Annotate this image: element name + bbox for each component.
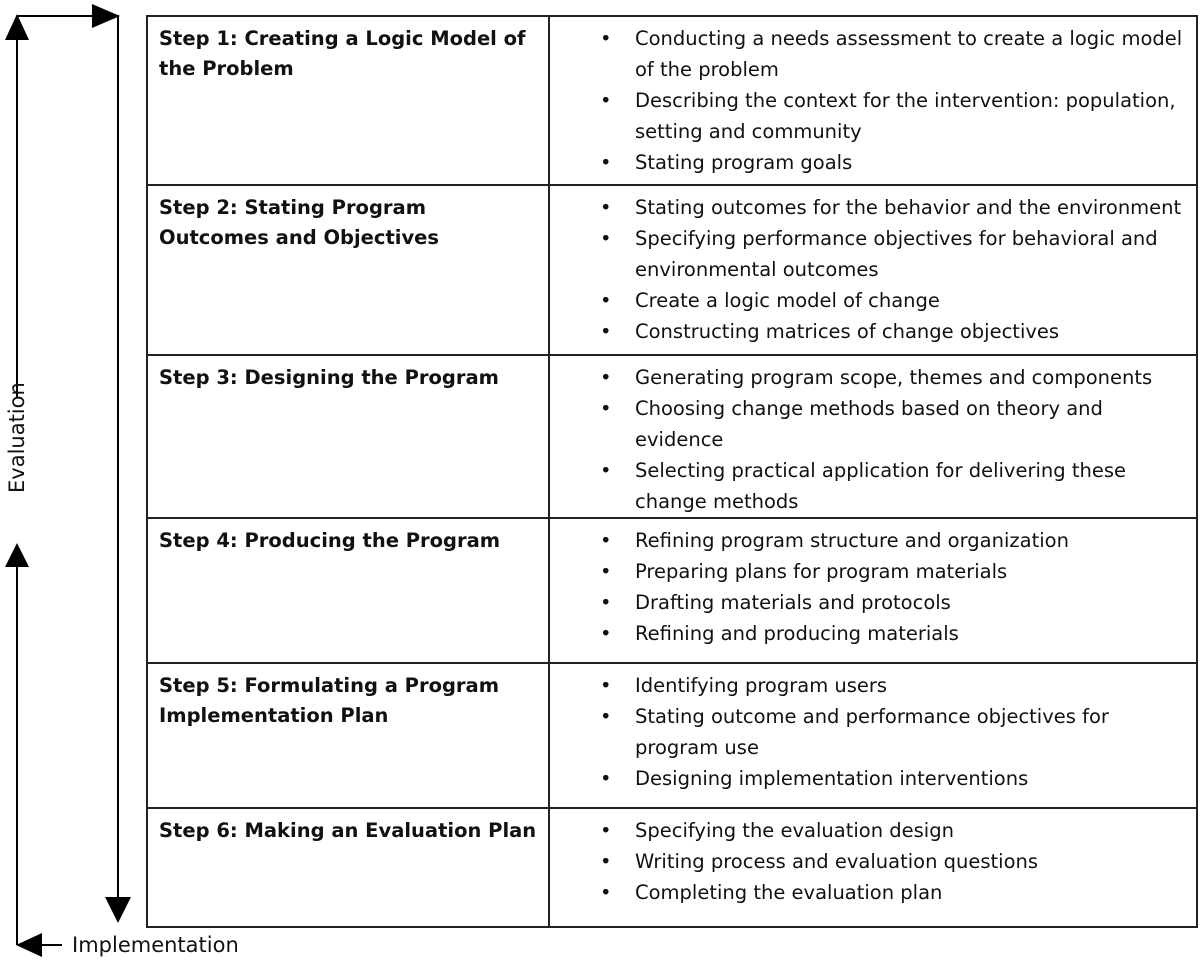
- activity-item: • Generating program scope, themes and components: [554, 362, 1192, 393]
- activity-item: • Create a logic model of change: [554, 285, 1192, 316]
- activity-list: [554, 815, 1192, 908]
- step-title: Step 3: Designing the Program: [147, 355, 549, 518]
- activity-item: • Completing the evaluation plan: [554, 877, 1192, 908]
- activity-item: • Constructing matrices of change objectives: [554, 316, 1192, 347]
- activity-item: • Selecting practical application for delivering these change methods: [554, 455, 1192, 517]
- activity-list: [554, 525, 1192, 649]
- activity-list: [554, 23, 1192, 178]
- evaluation-label: Evaluation: [5, 382, 29, 493]
- step-title: Step 5: Formulating a Program Implementation Plan: [147, 663, 549, 808]
- implementation-label: Implementation: [72, 933, 239, 957]
- step-row: [147, 185, 1197, 355]
- step-title: Step 6: Making an Evaluation Plan: [147, 808, 549, 927]
- step-row: [147, 663, 1197, 808]
- activity-list: [554, 192, 1192, 347]
- steps-table: [146, 15, 1198, 928]
- step-flow-arrowhead-down: [105, 897, 131, 923]
- step-title: Step 1: Creating a Logic Model of the Problem: [147, 16, 549, 185]
- evaluation-arrowhead-up: [5, 14, 29, 40]
- activity-item: • Designing implementation interventions: [554, 763, 1192, 794]
- activity-item: • Specifying the evaluation design: [554, 815, 1192, 846]
- activity-item: • Drafting materials and protocols: [554, 587, 1192, 618]
- evaluation-arrowhead-up-lower: [5, 543, 29, 567]
- implementation-arrowhead-left: [16, 933, 42, 957]
- step-row: [147, 355, 1197, 518]
- top-arrowhead-right: [92, 4, 120, 28]
- activity-item: • Writing process and evaluation questions: [554, 846, 1192, 877]
- activity-item: • Stating outcome and performance objectives for program use: [554, 701, 1192, 763]
- activity-item: • Specifying performance objectives for behavioral and environmental outcomes: [554, 223, 1192, 285]
- activity-item: • Stating program goals: [554, 147, 1192, 178]
- step-row: [147, 16, 1197, 185]
- step-title: Step 2: Stating Program Outcomes and Objectives: [147, 185, 549, 355]
- activity-item: • Identifying program users: [554, 670, 1192, 701]
- activity-item: • Refining and producing materials: [554, 618, 1192, 649]
- step-title: Step 4: Producing the Program: [147, 518, 549, 663]
- activity-item: • Preparing plans for program materials: [554, 556, 1192, 587]
- activity-list: [554, 670, 1192, 794]
- activity-item: • Describing the context for the intervention: population, setting and community: [554, 85, 1192, 147]
- step-row: [147, 518, 1197, 663]
- activity-item: • Stating outcomes for the behavior and the environment: [554, 192, 1192, 223]
- activity-item: • Refining program structure and organization: [554, 525, 1192, 556]
- activity-item: • Conducting a needs assessment to create a logic model of the problem: [554, 23, 1192, 85]
- activity-list: [554, 362, 1192, 517]
- step-row: [147, 808, 1197, 927]
- activity-item: • Choosing change methods based on theory and evidence: [554, 393, 1192, 455]
